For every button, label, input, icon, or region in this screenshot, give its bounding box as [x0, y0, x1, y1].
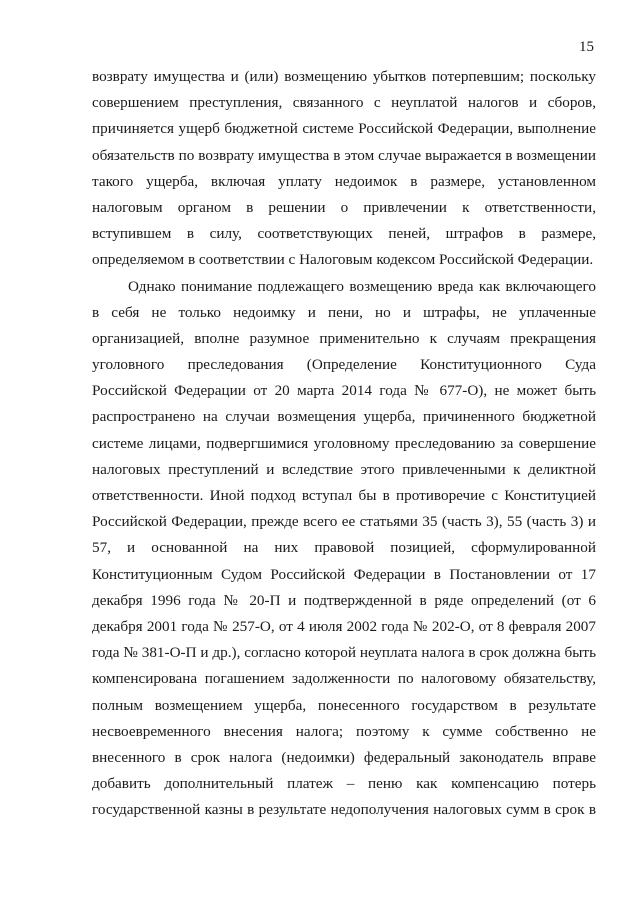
- text-line: Конституционным Судом Российской Федерации в Постановлении от 17: [92, 565, 596, 583]
- text-line: организацией, вполне разумное применительно к случаям прекращения: [92, 329, 596, 347]
- text-line: полным возмещением ущерба, понесенного государством в результате: [92, 696, 596, 714]
- body-text: [92, 64, 596, 823]
- text-line: года № 381-О-П и др.), согласно которой неуплата налога в срок должна быть: [92, 644, 596, 662]
- text-line: вступившем в силу, соответствующих пеней, штрафов в размере,: [92, 225, 596, 243]
- text-line: системе лицами, подвергшимися уголовному преследованию за совершение: [92, 434, 596, 452]
- text-line: обязательств по возврату имущества в этом случае выражается в возмещении: [92, 146, 596, 164]
- text-line: распространено на случаи возмещения ущерба, причиненного бюджетной: [92, 408, 596, 426]
- text-line: в себя не только недоимку и пени, но и штрафы, не уплаченные: [92, 303, 596, 321]
- text-line: несвоевременного внесения налога; поэтому к сумме собственно не: [92, 722, 596, 740]
- text-line: компенсирована погашением задолженности по налоговому обязательству,: [92, 670, 596, 688]
- page-number: 15: [579, 39, 594, 55]
- text-line: 57, и основанной на них правовой позицией, сформулированной: [92, 539, 596, 557]
- text-line: совершением преступления, связанного с неуплатой налогов и сборов,: [92, 94, 596, 112]
- text-line: определяемом в соответствии с Налоговым кодексом Российской Федерации.: [92, 251, 594, 269]
- text-line: Однако понимание подлежащего возмещению вреда как включающего: [128, 277, 596, 295]
- text-line: такого ущерба, включая уплату недоимок в размере, установленном: [92, 172, 596, 190]
- text-line: Российской Федерации от 20 марта 2014 года № 677-О), не может быть: [92, 382, 596, 400]
- text-line: внесенного в срок налога (недоимки) федеральный законодатель вправе: [92, 748, 596, 766]
- paragraph-1: [92, 64, 596, 274]
- text-line: государственной казны в результате недополучения налоговых сумм в срок в: [92, 801, 596, 819]
- text-line: добавить дополнительный платеж – пеню как компенсацию потерь: [92, 775, 596, 793]
- text-line: причиняется ущерб бюджетной системе Российской Федерации, выполнение: [92, 120, 596, 138]
- text-line: декабря 2001 года № 257-О, от 4 июля 2002 года № 202-О, от 8 февраля 2007: [92, 617, 596, 635]
- text-line: налоговым органом в решении о привлечении к ответственности,: [92, 198, 596, 216]
- text-line: возврату имущества и (или) возмещению убытков потерпевшим; поскольку: [92, 68, 596, 85]
- text-line: налоговых преступлений и вследствие этого привлеченными к деликтной: [92, 460, 596, 478]
- text-line: уголовного преследования (Определение Конституционного Суда: [92, 356, 596, 374]
- text-line: декабря 1996 года № 20-П и подтвержденной в ряде определений (от 6: [92, 591, 596, 609]
- paragraph-2: [92, 274, 596, 824]
- text-line: ответственности. Иной подход вступал бы в противоречие с Конституцией: [92, 487, 596, 504]
- text-line: Российской Федерации, прежде всего ее статьями 35 (часть 3), 55 (часть 3) и: [92, 513, 596, 531]
